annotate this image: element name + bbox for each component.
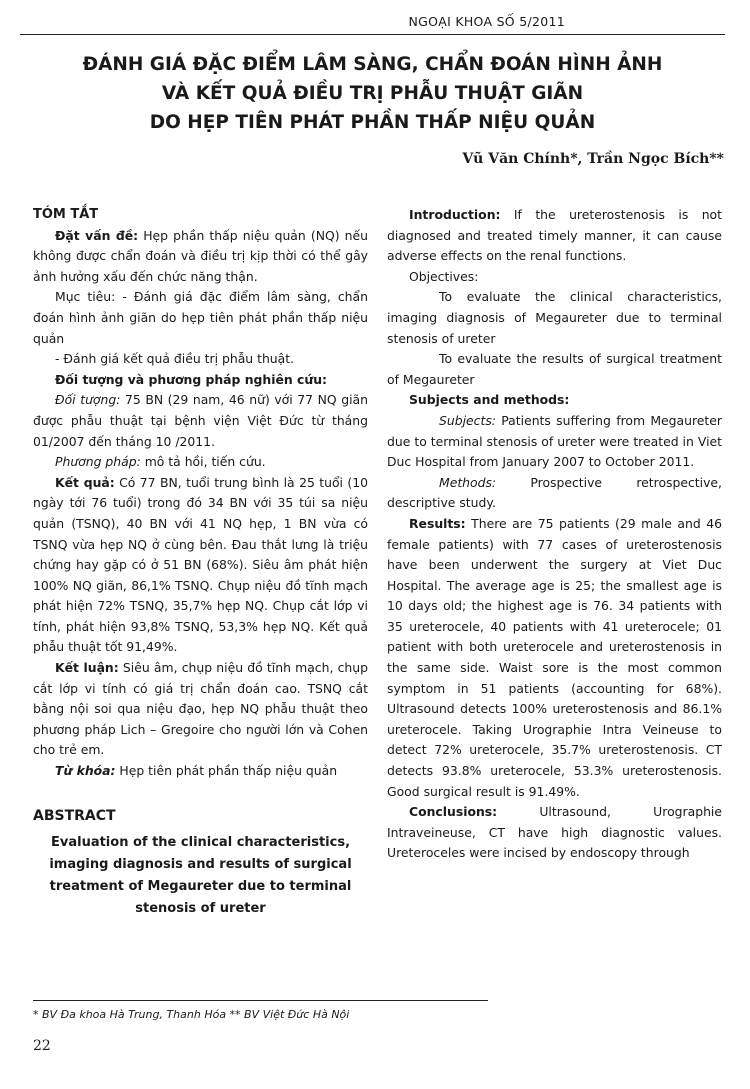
- objectives-label: Objectives:: [409, 268, 479, 284]
- dat-van-de-label: Đặt vấn đề:: [55, 227, 139, 243]
- intro-text: If the ureterostenosis is not diagnosed and treated timely manner, it can cause adverse effects on the renal functions.: [387, 207, 722, 264]
- right-column: [387, 205, 722, 864]
- subjects-heading: Subjects and methods:: [409, 392, 570, 408]
- subjects-paragraph: [387, 411, 722, 473]
- phuong-phap-paragraph: [33, 452, 368, 473]
- abstract-heading: ABSTRACT: [33, 807, 116, 824]
- abstract-title: Evaluation of the clinical characteristics, imaging diagnosis and results of surgical treatment of Megaureter due to terminal stenosis of ureter: [49, 835, 352, 917]
- doi-tuong-heading: Đối tượng và phương pháp nghiên cứu:: [55, 371, 327, 387]
- results-paragraph: [387, 514, 722, 802]
- left-column: [33, 205, 368, 920]
- methods-label: Methods:: [439, 474, 497, 490]
- ket-luan-paragraph: [33, 658, 368, 761]
- dat-van-de-paragraph: [33, 226, 368, 288]
- intro-label: Introduction:: [409, 207, 501, 222]
- phuong-phap-text: mô tả hồi, tiến cứu.: [140, 454, 266, 470]
- title-line-1: ĐÁNH GIÁ ĐẶC ĐIỂM LÂM SÀNG, CHẨN ĐOÁN HÌNH ẢNH: [82, 54, 663, 75]
- results-label: Results:: [409, 515, 466, 531]
- journal-issue: NGOẠI KHOA SỐ 5/2011: [408, 14, 565, 29]
- doi-tuong-paragraph: [33, 390, 368, 452]
- muc-tieu-2-paragraph: - Đánh giá kết quả điều trị phẫu thuật.: [55, 351, 295, 367]
- title-line-3: DO HẸP TIÊN PHÁT PHẦN THẤP NIỆU QUẢN: [149, 112, 596, 133]
- running-header: [20, 14, 725, 29]
- page-number: 22: [33, 1038, 51, 1054]
- subjects-text: Patients suffering from Megaureter due to terminal stenosis of ureter were treated in Viet Duc Hospital from January 2007 to October 2011.: [387, 412, 722, 470]
- tomtat-heading: TÓM TẮT: [33, 207, 99, 222]
- tu-khoa-text: Hẹp tiên phát phần thấp niệu quản: [115, 763, 338, 779]
- conclusions-text: Ultrasound, Urographie Intraveineuse, CT have high diagnostic values. Ureteroceles were incised by endoscopy through: [387, 804, 722, 861]
- muc-tieu-paragraph: Mục tiêu: - Đánh giá đặc điểm lâm sàng, chẩn đoán hình ảnh giãn do hẹp tiên phát phần thấp niệu quản: [33, 289, 368, 346]
- methods-paragraph: [387, 473, 722, 514]
- doi-tuong-text: 75 BN (29 nam, 46 nữ) với 77 NQ giãn được phẫu thuật tại bệnh viện Việt Đức từ tháng 01/2007 đến tháng 10 /2011.: [33, 392, 368, 449]
- phuong-phap-label: Phương pháp:: [55, 454, 141, 470]
- objective-2: To evaluate the results of surgical treatment of Megaureter: [387, 351, 722, 387]
- subjects-label: Subjects:: [439, 412, 496, 428]
- affiliation-footnote: * BV Đa khoa Hà Trung, Thanh Hóa ** BV Việt Đức Hà Nội: [33, 1008, 350, 1021]
- tu-khoa-paragraph: [33, 761, 368, 782]
- article-title: [20, 50, 725, 137]
- ket-qua-label: Kết quả:: [55, 474, 115, 490]
- ket-luan-label: Kết luận:: [55, 660, 119, 676]
- ket-qua-text: Có 77 BN, tuổi trung bình là 25 tuổi (10 ngày tới 76 tuổi) trong đó 34 BN với 35 túi sa niệu quản (TSNQ), 40 BN với 41 NQ hẹp, 1 BN vừa có TSNQ vừa hẹp NQ ở cùng bên. Đau thắt lưng là triệu chứng hay gặp có ở 51 BN (68%). Siêu âm phát hiện 100% NQ giãn, 86,1% TSNQ. Chụp niệu đồ tĩnh mạch phát hiện 72% TSNQ, 35,7% hẹp NQ. Chụp cắt lớp vi tính, phát hiện 93,8% TSNQ, 53,3% hẹp NQ. Kết quả phẫu thuật tốt 91,49%.: [33, 474, 368, 655]
- ket-luan-text: Siêu âm, chụp niệu đồ tĩnh mạch, chụp cắt lớp vi tính có giá trị chẩn đoán cao. TSNQ cắt bằng nội soi qua niệu đạo, hẹp NQ phẫu thuật theo phương pháp Lich – Gregoire cho người lớn và Cohen cho trẻ em.: [33, 660, 368, 758]
- title-line-2: VÀ KẾT QUẢ ĐIỀU TRỊ PHẪU THUẬT GIÃN: [161, 83, 584, 104]
- ket-qua-paragraph: [33, 473, 368, 658]
- header-rule: [20, 34, 725, 35]
- results-text: There are 75 patients (29 male and 46 female patients) with 77 cases of ureterostenosis have been underwent the surgery at Viet Duc Hospital. The average age is 25; the smallest age is 10 days old; the highest age is 76. 34 patients with 35 ureterocele, 40 patients with 41 ureterocele; 01 patient with both ureterocele and ureterostenosis in the same side. Waist sore is the most common symptom in 51 patients (accounting for 68%). Ultrasound detects 100% ureterostenosis and 86.1% ureterocele. Taking Urographie Intra Veineuse to detect 72% ureterocele, 35.7% ureterostenosis. CT detects 93.8% ureterocele, 53.3% ureterostenosis. Good surgical result is 91.49%.: [387, 515, 722, 799]
- tu-khoa-label: Từ khóa:: [55, 763, 116, 779]
- dat-van-de-text: Hẹp phần thấp niệu quản (NQ) nếu không được chẩn đoán và điều trị kịp thời có thể gây ảnh hưởng xấu đến chức năng thận.: [33, 227, 368, 284]
- intro-paragraph: [387, 205, 722, 267]
- footnote-rule: [33, 1000, 488, 1001]
- author-list: Vũ Văn Chính*, Trần Ngọc Bích**: [462, 151, 724, 167]
- doi-tuong-label: Đối tượng:: [55, 392, 121, 408]
- methods-text: Prospective retrospective, descriptive study.: [387, 474, 722, 511]
- objective-1: To evaluate the clinical characteristics, imaging diagnosis of Megaureter due to terminal stenosis of ureter: [387, 289, 722, 346]
- conclusions-label: Conclusions:: [409, 804, 498, 820]
- conclusions-paragraph: [387, 802, 722, 864]
